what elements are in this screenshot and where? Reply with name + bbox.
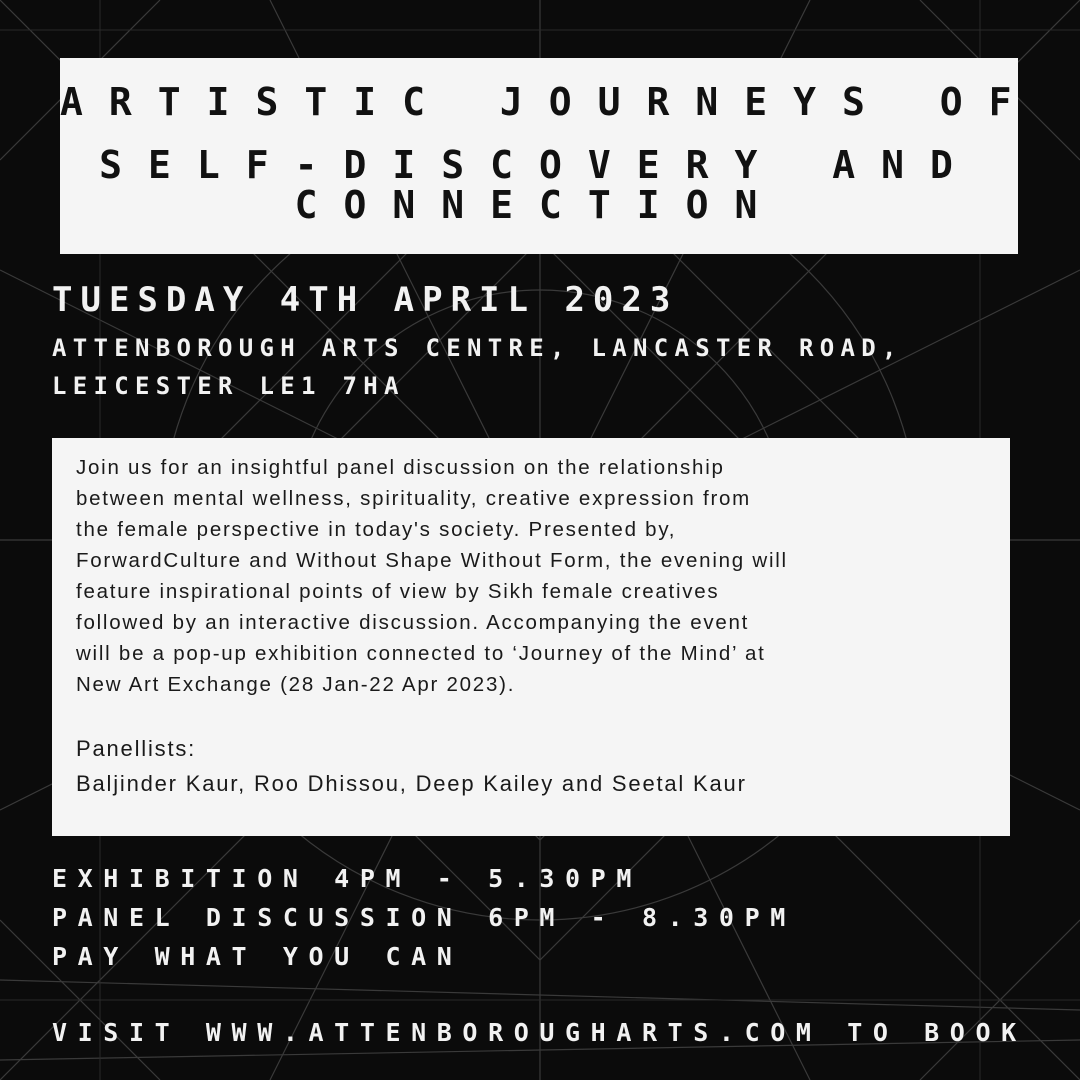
description-line: followed by an interactive discussion. Accompanying the event xyxy=(76,611,750,634)
description-box xyxy=(52,438,1010,836)
description-line: ForwardCulture and Without Shape Without Form, the evening will xyxy=(76,549,788,572)
title-box xyxy=(60,58,1038,254)
venue-line-1: ATTENBOROUGH ARTS CENTRE, LANCASTER ROAD, xyxy=(52,334,903,362)
description-line: the female perspective in today's society. Presented by, xyxy=(76,518,677,541)
price-info: PAY WHAT YOU CAN xyxy=(52,942,463,971)
booking-link[interactable]: VISIT WWW.ATTENBOROUGHARTS.COM TO BOOK xyxy=(52,1018,1027,1047)
panellists-label: Panellists: xyxy=(76,736,197,761)
panel-discussion-time: PANEL DISCUSSION 6PM - 8.30PM xyxy=(52,903,796,932)
title-line-3: CONNECTION xyxy=(294,183,784,227)
description-line: will be a pop-up exhibition connected to ‘Journey of the Mind’ at xyxy=(76,642,766,665)
description-line: between mental wellness, spirituality, creative expression from xyxy=(76,487,752,510)
panellists-names: Baljinder Kaur, Roo Dhissou, Deep Kailey and Seetal Kaur xyxy=(76,771,747,796)
description-line: New Art Exchange (28 Jan-22 Apr 2023). xyxy=(76,673,516,696)
title-line-1: ARTISTIC JOURNEYS OF xyxy=(60,80,1038,124)
title-line-2: SELF-DISCOVERY AND xyxy=(99,143,979,187)
description-line: Join us for an insightful panel discussion on the relationship xyxy=(76,456,725,479)
event-date: TUESDAY 4TH APRIL 2023 xyxy=(52,280,679,320)
description-line: feature inspirational points of view by Sikh female creatives xyxy=(76,580,720,603)
exhibition-time: EXHIBITION 4PM - 5.30PM xyxy=(52,864,642,893)
venue-line-2: LEICESTER LE1 7HA xyxy=(52,372,405,400)
